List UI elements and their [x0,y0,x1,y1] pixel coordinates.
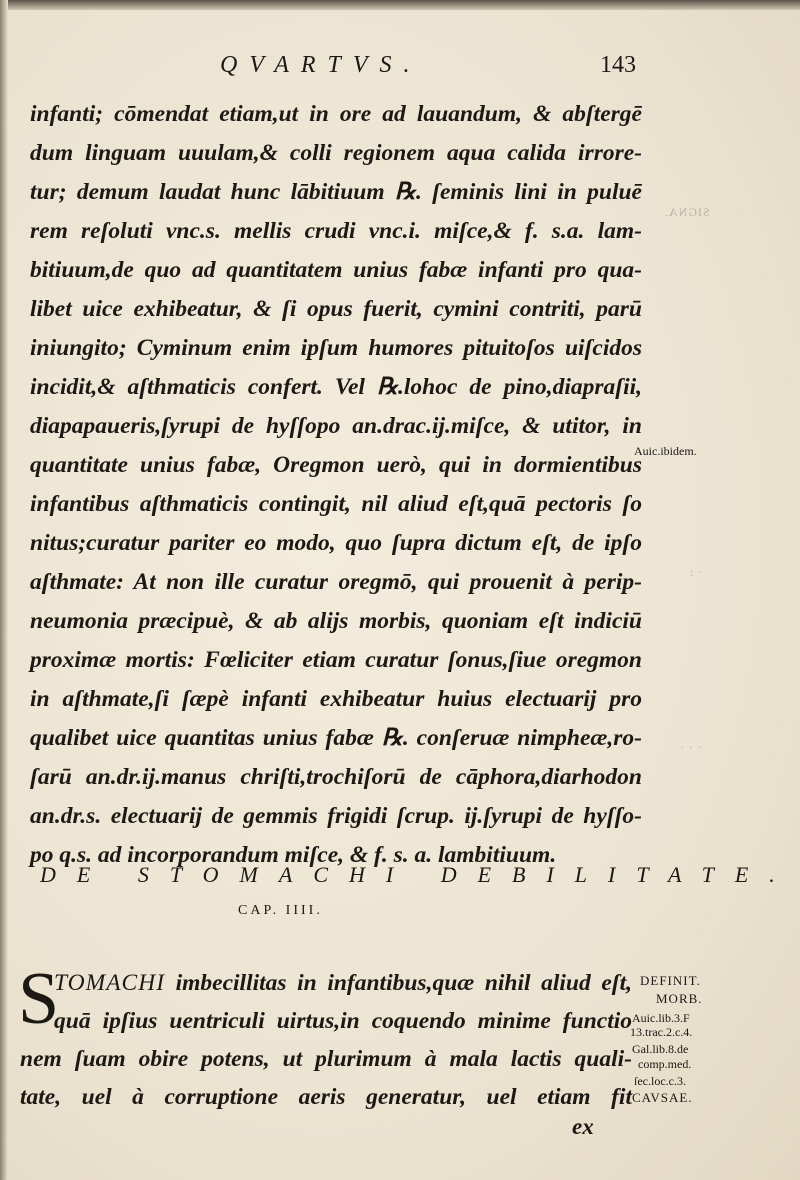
text-line: qualibet uice quantitas unius fabæ ℞. conſeruæ nimpheæ,ro- [30,725,642,751]
page-number: 143 [600,52,636,78]
show-through-text: · · · [680,740,703,754]
margin-note-ref: comp.med. [638,1057,692,1071]
paragraph-line-1 [20,964,632,1002]
first-word-smallcaps: TOMACHI [54,970,166,996]
chapter-number: CAP. IIII. [238,903,323,918]
text-line: ſarū an.dr.ij.manus chriſti,trochiſorū de cāphora,diarhodon [30,764,642,790]
text-line: aſthmate: At non ille curatur oregmō, qui prouenit à perip- [30,569,642,595]
text-line: incidit,& aſthmaticis confert. Vel ℞.lohoc de pino,diapraſii, [30,374,642,400]
text-line: infantibus aſthmaticis contingit, nil aliud eſt,quā pectoris ſo [30,491,642,517]
text-line: rem reſoluti vnc.s. mellis crudi vnc.i. miſce,& f. s.a. lam- [30,218,642,244]
chapter-paragraph [18,958,632,1116]
text-line: bitiuum,de quo ad quantitatem unius fabæ infanti pro qua- [30,257,642,283]
page-top-shadow [0,0,800,10]
margin-note-ref: Gal.lib.8.de [632,1042,689,1056]
paragraph-line-3: nem ſuam obire potens, ut plurimum à mala lactis quali- [20,1046,632,1072]
margin-note-auicenna: Auic.ibidem. [634,444,697,458]
margin-note-ref: Auic.lib.3.F [632,1011,690,1025]
paragraph-line-4: tate, uel à corruptione aeris generatur, uel etiam fit [20,1084,632,1110]
text-line: neumonia præcipuè, & ab alijs morbis, quoniam eſt indiciū [30,608,642,634]
text-line: infanti; cōmendat etiam,ut in ore ad lauandum, & abſtergē [30,101,642,127]
text-line: dum linguam uuulam,& colli regionem aqua calida irrore- [30,140,642,166]
text-line: iniungito; Cyminum enim ipſum humores pituitoſos uiſcidos [30,335,642,361]
paragraph-line-1-rest: imbecillitas in infantibus,quæ nihil aliud eſt, [165,970,632,996]
catchword: ex [572,1114,594,1139]
main-text-block [30,95,642,875]
text-line: quantitate unius fabæ, Oregmon uerò, qui in dormientibus [30,452,642,478]
drop-capital: S [18,958,60,1040]
margin-note-ref: ſec.loc.c.3. [634,1074,686,1088]
show-through-text: SIGNA. [664,205,710,219]
text-line: in aſthmate,ſi ſæpè infanti exhibeatur huius electuarij pro [30,686,642,712]
margin-note-ref: 13.trac.2.c.4. [630,1025,693,1039]
margin-note-morb: MORB. [656,991,703,1006]
text-line: an.dr.s. electuarij de gemmis frigidi ſcrup. ij.ſyrupi de hyſſo- [30,803,642,829]
text-line: libet uice exhibeatur, & ſi opus fuerit, cymini contriti, parū [30,296,642,322]
margin-note-causae: CAVSAE. [632,1090,693,1105]
text-line: proximæ mortis: Fœliciter etiam curatur ſonus,ſiue oregmon [30,647,642,673]
text-line: diapapaueris,ſyrupi de hyſſopo an.drac.ij.miſce, & utitor, in [30,413,642,439]
text-line: tur; demum laudat hunc lābitiuum ℞. ſeminis lini in puluē [30,179,642,205]
margin-note-definit: DEFINIT. [640,973,701,988]
show-through-text: : · [690,565,704,579]
page-gutter-shadow [0,0,8,1180]
text-line: nitus;curatur pariter eo modo, quo ſupra dictum eſt, de ipſo [30,530,642,556]
text-line-last: po q.s. ad incorporandum miſce, & f. s. a. lambitiuum. [30,842,557,868]
paragraph-line-2: quā ipſius uentriculi uirtus,in coquendo minime functio [54,1008,632,1034]
chapter-title: DE STOMACHI DEBILITATE. [40,862,796,887]
running-title: QVARTVS. [220,52,422,78]
